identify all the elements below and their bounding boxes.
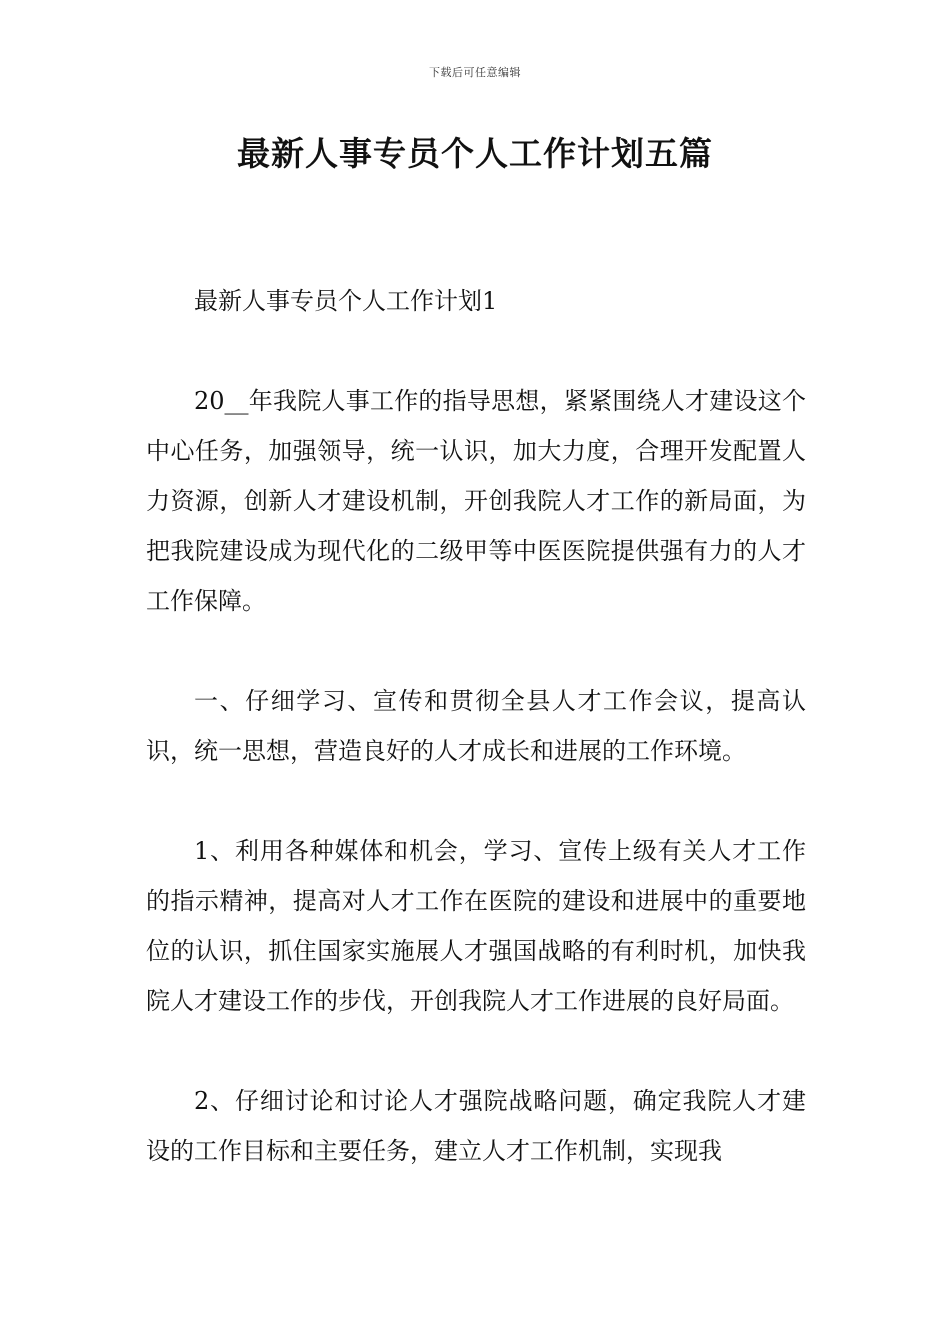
paragraph: 一、仔细学习、宣传和贯彻全县人才工作会议，提高认识，统一思想，营造良好的人才成长和进展的工作环境。 bbox=[146, 687, 806, 765]
document-body bbox=[146, 276, 806, 1226]
paragraph: 2、仔细讨论和讨论人才强院战略问题，确定我院人才建设的工作目标和主要任务，建立人才工作机制，实现我 bbox=[146, 1087, 806, 1165]
paragraph: 1、利用各种媒体和机会，学习、宣传上级有关人才工作的指示精神，提高对人才工作在医院的建设和进展中的重要地位的认识，抓住国家实施展人才强国战略的有利时机，加快我院人才建设工作的步伐，开创我院人才工作进展的良好局面。 bbox=[146, 837, 806, 1015]
paragraph: 20__年我院人事工作的指导思想，紧紧围绕人才建设这个中心任务，加强领导，统一认识，加大力度，合理开发配置人力资源，创新人才建设机制，开创我院人才工作的新局面，为把我院建设成为现代化的二级甲等中医医院提供强有力的人才工作保障。 bbox=[146, 387, 806, 615]
document-title: 最新人事专员个人工作计划五篇 bbox=[237, 134, 713, 173]
header-note: 下载后可任意编辑 bbox=[429, 66, 521, 79]
section-heading: 最新人事专员个人工作计划1 bbox=[194, 287, 498, 315]
